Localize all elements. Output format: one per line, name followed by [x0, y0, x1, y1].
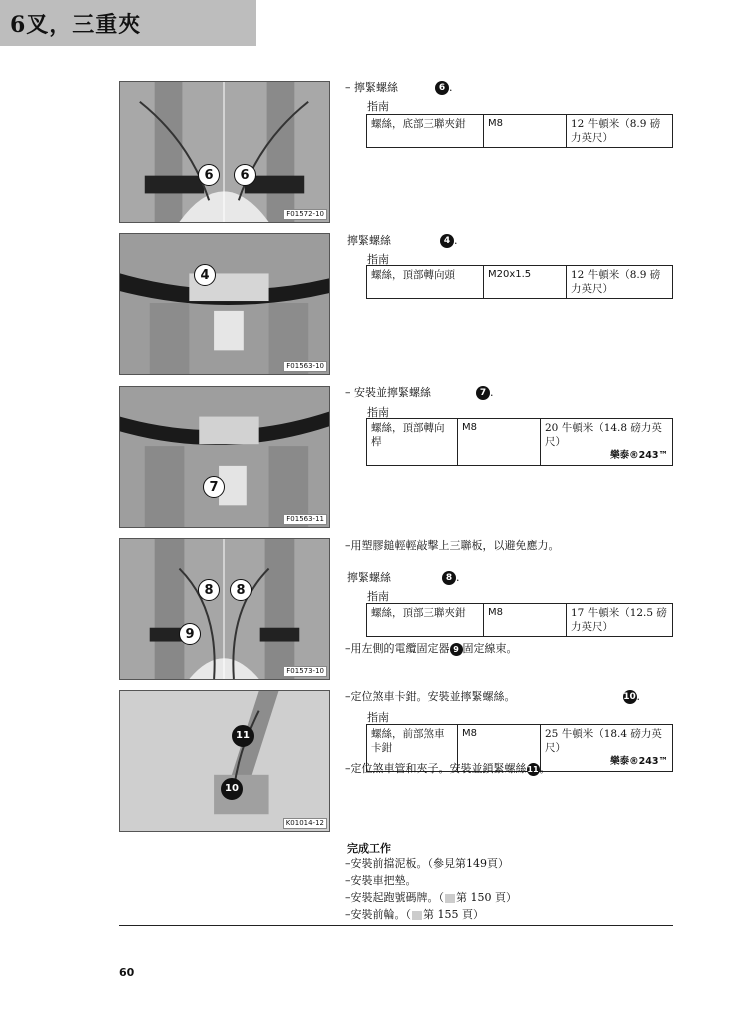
guideline-label: 指南	[367, 100, 389, 113]
spec-torque: 17 牛頓米（12.5 磅力英尺）	[567, 604, 673, 637]
guideline-label: 指南	[367, 711, 389, 724]
photo-code: F01572-10	[283, 209, 327, 220]
step-text: –定位煞車管和夾子。安裝並鎖緊螺絲	[345, 762, 527, 775]
callout-screw-7: 7	[203, 476, 225, 498]
callout-screw-8-right: 8	[230, 579, 252, 601]
step-text-tail: 固定線束。	[462, 642, 518, 655]
spec-torque: 25 牛頓米（18.4 磅力英尺）	[545, 728, 662, 754]
finish-item-number-plate	[345, 889, 517, 905]
spec-torque: 12 牛頓米（8.9 磅力英尺）	[567, 115, 673, 148]
footer-divider	[119, 925, 673, 926]
guideline-label: 指南	[367, 406, 389, 419]
guideline-label: 指南	[367, 590, 389, 603]
step-text: – 擰緊螺絲	[345, 81, 398, 94]
fork-illustration	[120, 82, 329, 222]
step-text: – 安裝並擰緊螺絲	[345, 386, 431, 399]
callout-screw-8-left: 8	[198, 579, 220, 601]
steering-head-illustration	[120, 234, 329, 374]
chapter-title: 6叉，三重夾	[10, 12, 142, 38]
step-text: 擰緊螺絲	[347, 234, 391, 247]
spec-torque-cell	[541, 419, 673, 466]
ref-badge-6: 6	[435, 81, 449, 95]
spec-thread: M8	[484, 115, 567, 148]
ref-badge-7: 7	[476, 386, 490, 400]
step-text: –用左側的電纜固定器	[345, 642, 450, 655]
photo-code: F01563-11	[283, 514, 327, 525]
step-tighten-screw-6: – 擰緊螺絲 6 .	[345, 81, 453, 94]
finish-item-text: –安裝前輪。（	[345, 908, 411, 921]
callout-screw-11: 11	[232, 725, 254, 747]
step-text: 擰緊螺絲	[347, 571, 391, 584]
finish-item-front-wheel	[345, 906, 484, 922]
ref-badge-9: 9	[450, 643, 463, 656]
ref-badge-10: 10	[623, 692, 636, 702]
spec-part: 螺絲，頂部轉向頭	[367, 266, 484, 299]
finish-item-text: –安裝起跑號碼牌。（	[345, 891, 444, 904]
finish-item-handlebar-pad: –安裝車把墊。	[345, 874, 417, 887]
spec-thread: M8	[458, 419, 541, 466]
ref-badge-4: 4	[440, 234, 454, 248]
spec-threadlocker: 樂泰®243™	[610, 756, 668, 767]
spec-torque: 20 牛頓米（14.8 磅力英尺）	[545, 422, 662, 448]
spec-table-screw-6	[366, 114, 673, 148]
steering-stem-illustration	[120, 387, 329, 527]
page-reference: 第 150 頁）	[456, 891, 517, 904]
book-icon	[445, 894, 455, 903]
photo-code: F01573-10	[283, 666, 327, 677]
step-text-tail: 。	[539, 762, 551, 775]
spec-table-screw-4	[366, 265, 673, 299]
ref-badge-8: 8	[442, 571, 456, 585]
photo-code: K01014-12	[283, 818, 327, 829]
spec-thread: M20x1.5	[484, 266, 567, 299]
triple-clamp-illustration	[120, 539, 329, 679]
step-position-brake-caliper: –定位煞車卡鉗。安裝並擰緊螺絲。 10.	[345, 690, 640, 703]
book-icon	[412, 911, 422, 920]
spec-part: 螺絲，頂部轉向桿	[367, 419, 458, 466]
ref-badge-11: 11	[527, 764, 539, 774]
step-text: –定位煞車卡鉗。安裝並擰緊螺絲。	[345, 690, 516, 703]
page-reference: 第 155 頁）	[423, 908, 484, 921]
spec-part: 螺絲，頂部三聯夾鉗	[367, 604, 484, 637]
spec-table-screw-8	[366, 603, 673, 637]
callout-screw-6-left: 6	[198, 164, 220, 186]
photo-top-steering-stem	[119, 386, 330, 528]
callout-screw-10: 10	[221, 778, 243, 800]
callout-screw-4: 4	[194, 264, 216, 286]
photo-code: F01563-10	[283, 361, 327, 372]
chapter-header	[0, 0, 256, 46]
spec-torque: 12 牛頓米（8.9 磅力英尺）	[567, 266, 673, 299]
step-position-brake-line	[345, 760, 551, 776]
finish-item-fender: –安裝前擋泥板。（參見第149頁）	[345, 857, 509, 870]
page-number: 60	[119, 966, 135, 979]
step-fix-cable-harness	[345, 640, 518, 656]
step-tighten-screw-4: 擰緊螺絲 4 .	[347, 234, 458, 247]
photo-front-brake-caliper	[119, 690, 330, 832]
step-install-screw-7: – 安裝並擰緊螺絲 7 .	[345, 386, 494, 399]
callout-cable-holder-9: 9	[179, 623, 201, 645]
brake-caliper-illustration	[120, 691, 329, 831]
step-tap-triple-clamp: –用塑膠鎚輕輕敲擊上三聯板，以避免應力。	[345, 539, 560, 552]
finishing-work-title: 完成工作	[347, 842, 391, 855]
step-tighten-screw-8: 擰緊螺絲 8 .	[347, 571, 460, 584]
spec-threadlocker: 樂泰®243™	[610, 450, 668, 461]
spec-torque-cell	[541, 725, 673, 772]
photo-top-steering-head	[119, 233, 330, 375]
spec-part: 螺絲，底部三聯夾鉗	[367, 115, 484, 148]
spec-part: 螺絲，前部煞車卡鉗	[367, 725, 458, 772]
photo-top-triple-clamp	[119, 538, 330, 680]
photo-bottom-triple-clamp	[119, 81, 330, 223]
spec-thread: M8	[458, 725, 541, 772]
callout-screw-6-right: 6	[234, 164, 256, 186]
guideline-label: 指南	[367, 253, 389, 266]
spec-thread: M8	[484, 604, 567, 637]
spec-table-screw-7	[366, 418, 673, 466]
